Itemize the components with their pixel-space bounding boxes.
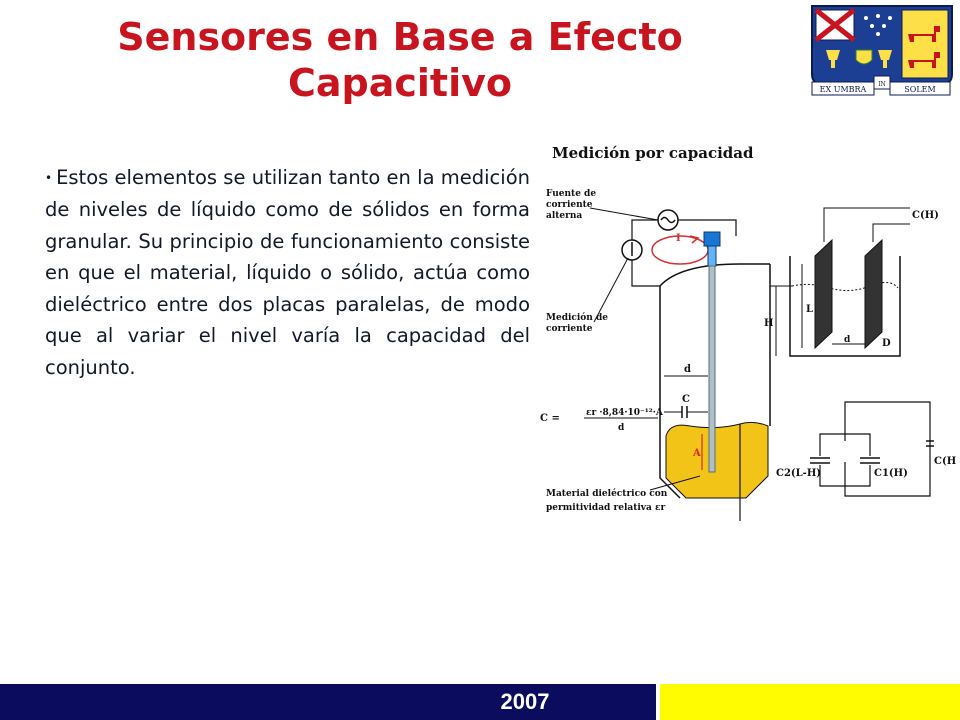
capacitive-measurement-diagram xyxy=(540,136,960,526)
slide-title xyxy=(60,14,740,106)
tank-l-label: L xyxy=(806,304,814,315)
tank-ch-label: C(H) xyxy=(912,210,939,221)
formula-lhs: C = xyxy=(540,413,560,424)
formula-denominator: d xyxy=(618,423,625,433)
body-text: Estos elementos se utilizan tanto en la medición de niveles de líquido como de sólidos en forma granular. Su principio de funcionamiento consiste en que el material, líquido o sólido, actúa como dieléctrico entre dos placas paralelas, de modo que al variar el nivel varía la capacidad del conjunto. xyxy=(45,166,530,379)
bullet-icon: • xyxy=(45,170,53,185)
tank-h-label: H xyxy=(764,318,774,329)
source-label-1: Fuente de xyxy=(546,189,597,199)
crest-motto-in: IN xyxy=(878,81,886,88)
probe-rod xyxy=(709,266,715,472)
formula-numerator: εr ·8,84·10⁻¹²·A xyxy=(586,408,663,418)
title-line-2: Capacitivo xyxy=(288,61,512,105)
probe-head xyxy=(704,232,720,246)
tank-d-label: d xyxy=(844,335,851,345)
dielectric-liquid xyxy=(666,422,768,498)
footer-bar xyxy=(0,684,960,720)
tank-D-label: D xyxy=(882,338,891,349)
circuit-ch-label: C(H xyxy=(934,456,957,467)
crest-motto-right: SOLEM xyxy=(904,85,936,94)
material-label-1: Material dieléctrico con xyxy=(546,489,668,499)
circuit-c1-label: C1(H) xyxy=(874,468,908,479)
current-label-1: Medición de xyxy=(546,313,608,323)
current-label-2: corriente xyxy=(546,324,593,334)
crest-motto-left: EX UMBRA xyxy=(819,85,867,94)
capacitor-c-label: C xyxy=(682,394,690,405)
area-a-label: A xyxy=(693,448,701,459)
body-paragraph xyxy=(45,162,530,383)
source-leader-line xyxy=(590,208,658,220)
title-line-1: Sensores en Base a Efecto xyxy=(117,15,683,59)
source-label-2: corriente xyxy=(546,200,593,210)
material-label-2: permitividad relativa εr xyxy=(546,503,666,513)
current-symbol: I xyxy=(676,233,681,244)
circuit-c2-label: C2(L-H) xyxy=(776,468,822,479)
plate-left xyxy=(815,240,832,348)
footer-yellow-band xyxy=(660,684,960,720)
footer-year: 2007 xyxy=(500,689,550,714)
distance-d-label: d xyxy=(684,364,691,375)
university-crest-logo xyxy=(806,4,956,98)
equivalent-circuit xyxy=(845,402,930,496)
figure-title: Medición por capacidad xyxy=(552,144,754,162)
source-label-3: alterna xyxy=(546,211,583,221)
plate-right xyxy=(865,240,882,348)
